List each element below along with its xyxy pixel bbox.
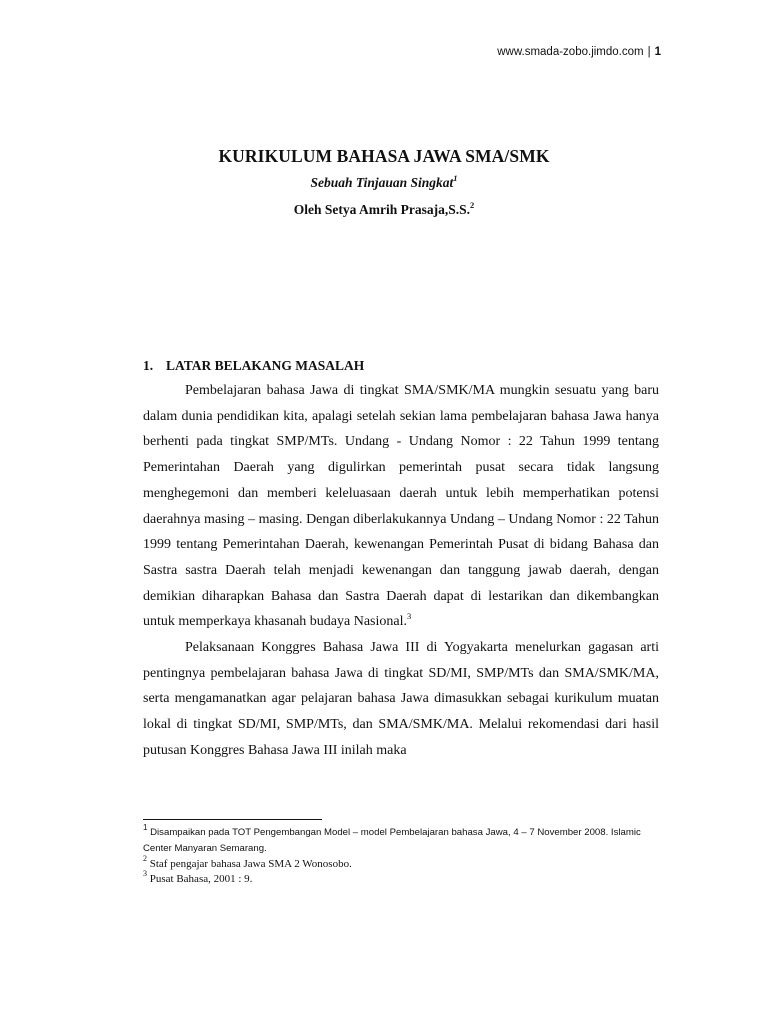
section-heading-text: LATAR BELAKANG MASALAH [166, 358, 365, 373]
footnote-1-number: 1 [143, 822, 148, 832]
footnote-2 [143, 854, 663, 872]
header-url[interactable]: www.smada-zobo.jimdo.com [497, 46, 644, 58]
footnote-1 [143, 822, 663, 857]
footnote-3-number: 3 [143, 869, 147, 879]
subtitle-text: Sebuah Tinjauan Singkat [310, 175, 454, 190]
author-text: Oleh Setya Amrih Prasaja,S.S. [293, 202, 470, 217]
paragraph-2 [143, 635, 659, 764]
footnote-2-text: Staf pengajar bahasa Jawa SMA 2 Wonosobo. [149, 858, 352, 870]
page-number: 1 [654, 46, 661, 58]
footnotes [143, 822, 663, 887]
document-author [0, 199, 768, 218]
header-separator: | [647, 46, 651, 58]
footnote-1-text: Disampaikan pada TOT Pengembangan Model – model Pembelajaran bahasa Jawa, 4 – 7 November 2008. Islamic Center Manyaran Semarang. [143, 827, 641, 854]
document-subtitle [0, 172, 768, 191]
section-body [143, 378, 659, 764]
paragraph-1 [143, 378, 659, 635]
footnote-3 [143, 869, 663, 887]
paragraph-1-text: Pembelajaran bahasa Jawa di tingkat SMA/SMK/MA mungkin sesuatu yang baru dalam dunia pendidikan kita, apalagi setelah sekian lama pembelajaran bahasa Jawa hanya berhenti pada tingkat SMP/MTs. Undang - Undang Nomor : 22 Tahun 1999 tentang Pemerintahan Daerah yang digulirkan pemerintah pusat secara tidak langsung menghegemoni dan memberi keleluasaan daerah untuk lebih memperhatikan potensi daerahnya masing – masing. Dengan diberlakukannya Undang – Undang Nomor : 22 Tahun 1999 tentang Pemerintahan Daerah, kewenangan Pemerintah Pusat di bidang Bahasa dan Sastra sastra Daerah telah menjadi kewenangan dan tanggung jawab daerah, dengan demikian diharapkan Bahasa dan Sastra Daerah dapat di lestarikan dan dikembangkan untuk memperkaya khasanah budaya Nasional. [143, 383, 659, 630]
footnote-ref-3[interactable]: 3 [406, 610, 412, 621]
footnote-ref-2[interactable]: 2 [470, 199, 475, 210]
footnote-2-number: 2 [143, 854, 147, 864]
footnote-divider [143, 819, 322, 820]
page-header [497, 46, 661, 58]
section-number: 1. [143, 358, 154, 373]
footnote-3-text: Pusat Bahasa, 2001 : 9. [149, 873, 253, 885]
section-heading [143, 358, 364, 374]
footnote-ref-1[interactable]: 1 [453, 172, 458, 183]
paragraph-2-text: Pelaksanaan Konggres Bahasa Jawa III di Yogyakarta menelurkan gagasan arti pentingnya pembelajaran bahasa Jawa di tingkat SD/MI, SMP/MTs dan SMA/SMK/MA, serta mengamanatkan agar pelajaran bahasa Jawa dimasukkan sebagai kurikulum muatan lokal di tingkat SD/MI, SMP/MTs, dan SMA/SMK/MA. Melalui rekomendasi dari hasil putusan Konggres Bahasa Jawa III inilah maka [143, 640, 659, 758]
document-title: KURIKULUM BAHASA JAWA SMA/SMK [218, 146, 550, 166]
